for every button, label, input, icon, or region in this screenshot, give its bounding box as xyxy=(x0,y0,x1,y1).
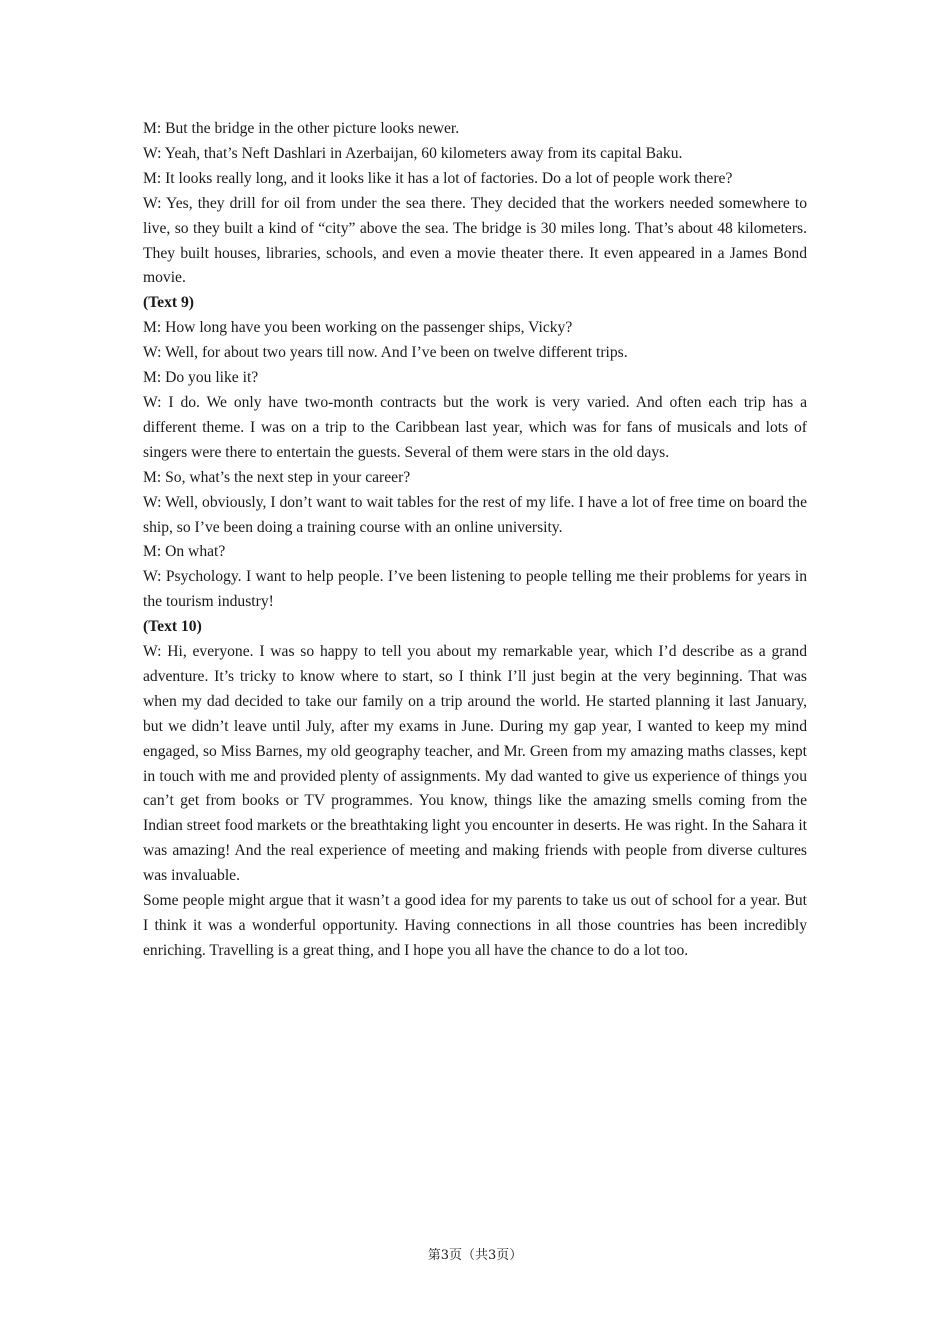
dialogue-line: M: How long have you been working on the passenger ships, Vicky? xyxy=(143,319,573,337)
monologue-paragraph: Some people might argue that it wasn’t a good idea for my parents to take us out of school for a year. But I think it was a wonderful opportunity. Having connections in all those countries has been incredibly enriching. Travelling is a great thing, and I hope you all have the chance to do a lot too. xyxy=(143,892,807,959)
dialogue-line: M: Do you like it? xyxy=(143,369,259,387)
dialogue-line: M: But the bridge in the other picture looks newer. xyxy=(143,120,460,137)
dialogue-line: W: I do. We only have two-month contracts but the work is very varied. And often each trip has a different theme. I was on a trip to the Caribbean last year, which was for fans of musicals and lots of singers were there to entertain the guests. Several of them were stars in the old days. xyxy=(143,393,807,461)
page-number: 第3页（共3页） xyxy=(427,1248,523,1263)
dialogue-line: M: So, what’s the next step in your career? xyxy=(143,468,411,486)
section-heading: (Text 10) xyxy=(143,618,202,636)
dialogue-line: W: Yes, they drill for oil from under the sea there. They decided that the workers needed somewhere to live, so they built a kind of “city” above the sea. The bridge is 30 miles long. That’s about 48 kilometers. They built houses, libraries, schools, and even a movie theater there. It even appeared in a James Bond movie. xyxy=(143,194,807,287)
dialogue-line: W: Well, obviously, I don’t want to wait tables for the rest of my life. I have a lot of free time on board the ship, so I’ve been doing a training course with an online university. xyxy=(143,493,807,536)
dialogue-line: M: On what? xyxy=(143,543,226,561)
transcript-body xyxy=(143,117,807,964)
dialogue-line: W: Yeah, that’s Neft Dashlari in Azerbaijan, 60 kilometers away from its capital Baku. xyxy=(143,144,683,162)
dialogue-line: W: Hi, everyone. I was so happy to tell you about my remarkable year, which I’d describe as a grand adventure. It’s tricky to know where to start, so I think I’ll just begin at the very beginning. That was when my dad decided to take our family on a trip around the world. He started planning it last January, but we didn’t leave until July, after my exams in June. During my gap year, I wanted to keep my mind engaged, so Miss Barnes, my old geography teacher, and Mr. Green from my amazing maths classes, kept in touch with me and provided plenty of assignments. My dad wanted to give us experience of things you can’t get from books or TV programmes. You know, things like the amazing smells coming from the Indian street food markets or the breathtaking light you encounter in deserts. He was right. In the Sahara it was amazing! And the real experience of meeting and making friends with people from diverse cultures was invaluable. xyxy=(143,643,807,885)
dialogue-line: M: It looks really long, and it looks like it has a lot of factories. Do a lot of people work there? xyxy=(143,169,733,187)
dialogue-line: W: Well, for about two years till now. And I’ve been on twelve different trips. xyxy=(143,344,628,362)
section-heading: (Text 9) xyxy=(143,294,194,312)
dialogue-line: W: Psychology. I want to help people. I’ve been listening to people telling me their problems for years in the tourism industry! xyxy=(143,568,807,611)
